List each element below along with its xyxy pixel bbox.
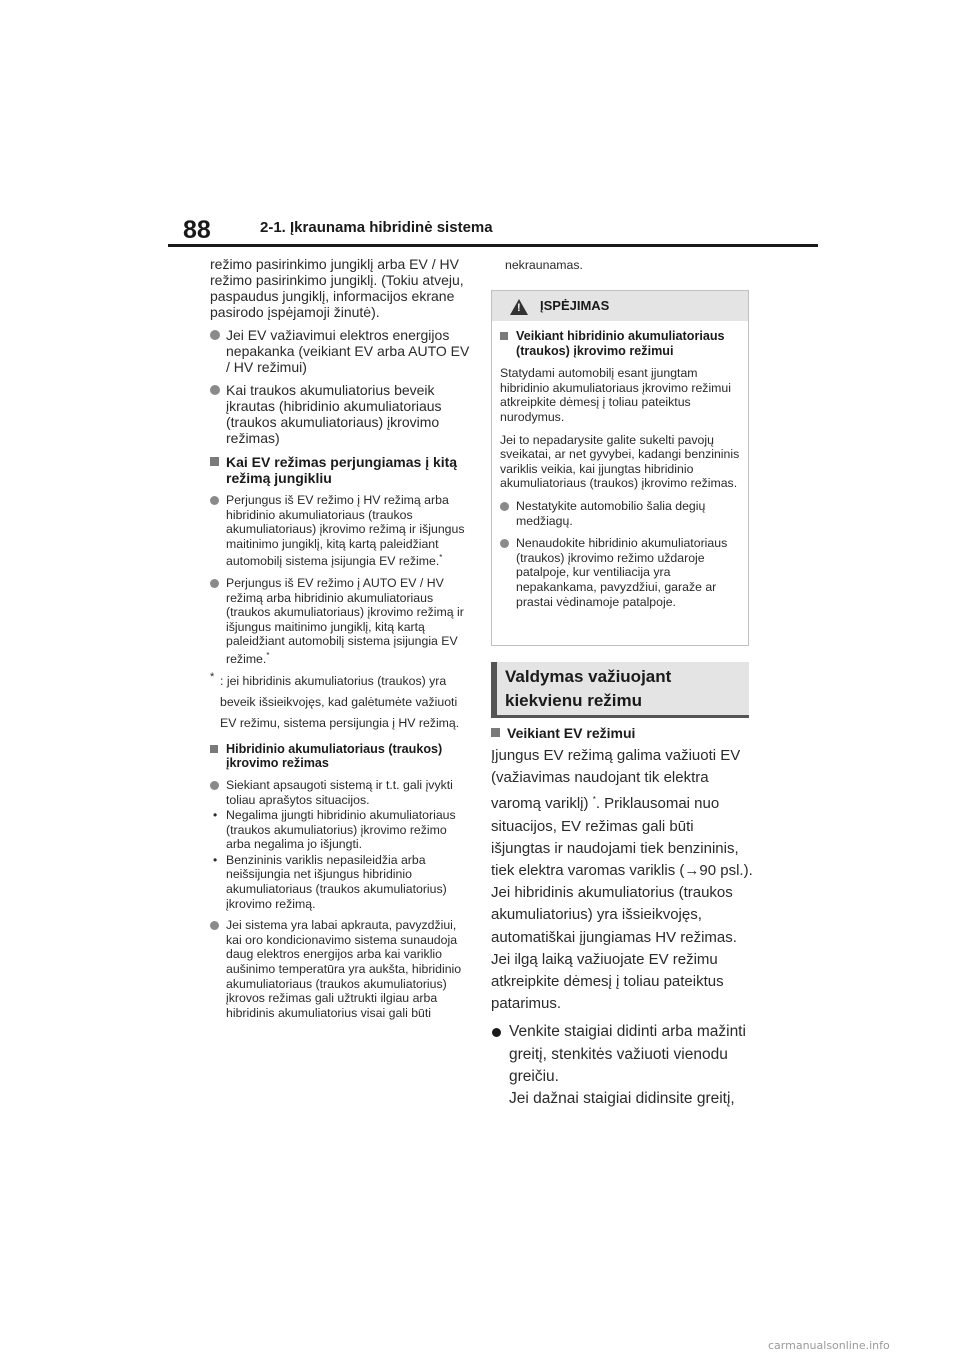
small-bullet-icon: • bbox=[213, 808, 218, 823]
warning-paragraph: Jei to nepadarysite galite sukelti pavojų sveikatai, ar net gyvybei, kadangi benzininis variklis veikia, kai įjungtas hibridinio akumuliatoriaus (traukos) įkrovimo režimas. bbox=[500, 432, 740, 491]
small-bullet-icon: • bbox=[213, 852, 218, 867]
footnote-ref: * bbox=[439, 553, 443, 563]
bullet-text: Venkite staigiai didinti arba mažinti greitį, stenkitės važiuoti vienodu greičiu. bbox=[509, 1023, 746, 1085]
warning-header bbox=[492, 291, 748, 321]
list-item bbox=[210, 576, 472, 667]
page-number: 88 bbox=[183, 216, 211, 244]
warning-box bbox=[491, 290, 749, 646]
bullet-icon bbox=[500, 502, 509, 511]
subheading-text: Veikiant EV režimui bbox=[507, 725, 636, 741]
subheading-text: Kai EV režimas perjungiamas į kitą režimą jungikliu bbox=[226, 454, 458, 486]
bullet-continuation: Jei dažnai staigiai didinsite greitį, bbox=[509, 1090, 735, 1108]
bullet-icon bbox=[210, 781, 219, 790]
footnote-ref: * bbox=[592, 795, 596, 805]
bullet-text: Nenaudokite hibridinio akumuliatoriaus (traukos) įkrovimo režimo uždaroje patalpoje, kur ventiliacija yra nepakankama, pavyzdžiui, garaže ar prastai vėdinamoje patalpoje. bbox=[516, 536, 728, 609]
right-lower-content bbox=[491, 725, 753, 1110]
continuation-text: nekraunamas. bbox=[505, 258, 583, 272]
warning-subheading bbox=[500, 329, 740, 358]
footnote bbox=[210, 671, 472, 734]
bullet-icon bbox=[210, 330, 220, 340]
banner-accent-bar bbox=[491, 662, 497, 715]
body-text-part1: Įjungus EV režimą galima važiuoti EV (važiavimas naudojant tik elektra varomą variklį) bbox=[491, 747, 741, 813]
warning-triangle-icon bbox=[510, 299, 528, 315]
section-title: 2-1. Įkraunama hibridinė sistema bbox=[260, 219, 493, 236]
bullet-text: Perjungus iš EV režimo į HV režimą arba hibridinio akumuliatoriaus (traukos akumuliatoriaus) įkrovimo režimą ir išjungus maitinimo jungiklį, kitą kartą paleidžiant automobilį sistema įsijungia EV režime. bbox=[226, 493, 465, 569]
sub-item-text: Negalima įjungti hibridinio akumuliatoriaus (traukos akumuliatorius) įkrovimo režimo arba negalima jo išjungti. bbox=[226, 808, 456, 852]
subheading-text: Hibridinio akumuliatoriaus (traukos) įkrovimo režimas bbox=[226, 741, 443, 771]
section-banner bbox=[491, 662, 749, 718]
square-bullet-icon bbox=[210, 457, 219, 466]
list-item bbox=[210, 778, 472, 807]
bullet-icon bbox=[210, 579, 219, 588]
bullet-text: Nestatykite automobilio šalia degių medžiagų. bbox=[516, 498, 706, 528]
body-text-part2: . Priklausomai nuo situacijos, EV režimas gali būti išjungtas ir naudojami tiek benzininis, tiek elektra varomas variklis (→90 psl.). Jei hibridinis akumuliatorius (traukos akumuliatorius) yra išsieikvojęs, automatiškai įjungiamas HV režimas. Jei ilgą laiką važiuojate EV režimu atkreipkite dėmesį į toliau pateiktus patarimus. bbox=[491, 795, 753, 1013]
bullet-icon bbox=[500, 539, 509, 548]
bullet-text: Jei EV važiavimui elektros energijos nepakanka (veikiant EV arba AUTO EV / HV režimui) bbox=[226, 327, 470, 375]
subheading bbox=[210, 742, 472, 771]
warning-subheading-text: Veikiant hibridinio akumuliatoriaus (traukos) įkrovimo režimui bbox=[516, 329, 725, 358]
warning-body bbox=[492, 321, 748, 609]
left-column bbox=[210, 256, 472, 1020]
banner-title: Valdymas važiuojant kiekvienu režimu bbox=[505, 667, 672, 710]
warning-title: ĮSPĖJIMAS bbox=[540, 298, 610, 313]
body-paragraph bbox=[491, 745, 753, 1015]
bullet-text: Kai traukos akumuliatorius beveik įkrautas (hibridinio akumuliatoriaus (traukos akumuliatoriaus) įkrovimo režimas) bbox=[226, 382, 442, 446]
footnote-ref: * bbox=[266, 651, 270, 661]
header-rule bbox=[168, 244, 818, 247]
bullet-icon bbox=[210, 496, 219, 505]
sub-list-item bbox=[210, 808, 472, 852]
list-item bbox=[210, 918, 472, 1020]
list-item bbox=[491, 1021, 753, 1110]
footnote-text: : jei hibridinis akumuliatorius (traukos) yra beveik išsieikvojęs, kad galėtumėte važiuoti EV režimu, sistema persijungia į HV režimą. bbox=[220, 673, 460, 730]
square-bullet-icon bbox=[210, 745, 218, 753]
square-bullet-icon bbox=[500, 332, 508, 340]
subheading bbox=[210, 454, 472, 486]
bullet-icon bbox=[492, 1028, 501, 1037]
bullet-icon bbox=[210, 921, 219, 930]
list-item bbox=[210, 382, 472, 446]
list-item bbox=[500, 499, 740, 528]
bullet-text: Siekiant apsaugoti sistemą ir t.t. gali įvykti toliau aprašytos situacijos. bbox=[226, 777, 453, 807]
warning-paragraph: Statydami automobilį esant įjungtam hibridinio akumuliatoriaus įkrovimo režimui atkreipkite dėmesį į toliau pateiktus nurodymus. bbox=[500, 366, 731, 424]
square-bullet-icon bbox=[491, 728, 500, 737]
list-item bbox=[500, 536, 740, 609]
sub-item-text: Benzininis variklis nepasileidžia arba neišsijungia net išjungus hibridinio akumuliatoriaus (traukos akumuliatorius) įkrovimo režimą. bbox=[226, 852, 447, 911]
footer-watermark: carmanualsonline.info bbox=[768, 1339, 890, 1352]
list-item bbox=[210, 493, 472, 569]
intro-text: režimo pasirinkimo jungiklį arba EV / HV režimo pasirinkimo jungiklį. (Tokiu atveju, paspaudus jungiklį, informacijos ekrane pasirodo įspėjamoji žinutė). bbox=[210, 256, 464, 320]
bullet-text: Perjungus iš EV režimo į AUTO EV / HV režimą arba hibridinio akumuliatoriaus (traukos akumuliatoriaus) įkrovimo režimą ir išjungus maitinimo jungiklį, kitą kartą paleidžiant automobilį sistema įsijungia EV režime. bbox=[226, 576, 464, 667]
list-item bbox=[210, 327, 472, 375]
sub-list-item bbox=[210, 853, 472, 911]
footnote-mark: * bbox=[210, 670, 215, 683]
subheading bbox=[491, 725, 753, 741]
bullet-text: Jei sistema yra labai apkrauta, pavyzdžiui, kai oro kondicionavimo sistema sunaudoja daug elektros energijos arba kai variklio aušinimo temperatūra yra aukšta, hibridinio akumuliatoriaus (traukos akumuliatorius) įkrovos režimas gali užtrukti ilgiau arba hibridinis akumuliatorius visai gali būti bbox=[226, 918, 462, 1020]
bullet-icon bbox=[210, 385, 220, 395]
